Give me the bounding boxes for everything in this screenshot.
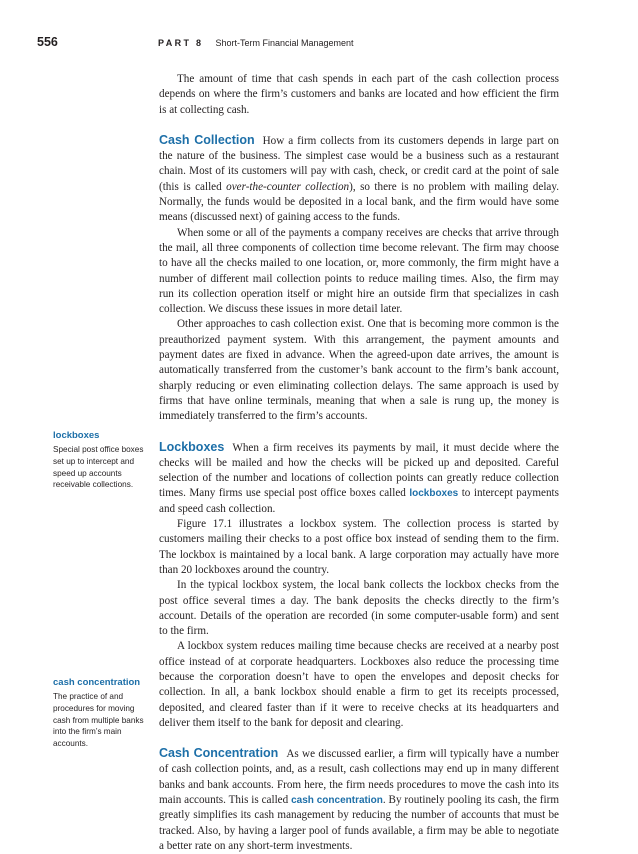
text-run: ), so there is no problem with mailing delay. Normally, the funds would be deposited in a local bank, and the firm would have some means (discussed next) of gaining access to the funds. <box>159 180 559 224</box>
cash-collection-heading: Cash Collection <box>159 132 255 147</box>
lockboxes-paragraph-4: A lockbox system reduces mailing time because checks are received at a nearby post office instead of at corporate headquarters. Lockboxes also reduce the processing time because the corporation doesn’t have to open the envelopes and deposit checks for collection. In all, a bank lockbox should enable a firm to get its receipts processed, deposited, and cleared faster than if it were to receive checks at its headquarters and deliver them itself to the bank for deposit and clearing. <box>159 640 559 729</box>
lockboxes-paragraph-3: In the typical lockbox system, the local bank collects the lockbox checks from the post office several times a day. The bank deposits the checks directly to the firm’s account. Details of the operation are recorded (in some computer-usable form) and sent to the firm. <box>159 579 559 638</box>
text-run: to intercept payments and speed cash collection. <box>159 487 559 515</box>
intro-paragraph: The amount of time that cash spends in each part of the cash collection process depends on where the firm’s customers and banks are located and how efficient the firm is at collecting cash. <box>159 73 559 116</box>
part-label: PART <box>158 38 192 48</box>
margin-note-term: lockboxes <box>53 430 100 441</box>
text-run: When a firm receives its payments by mail, it must decide where the checks will be mailed and how the checks will be picked up and deposited. Careful selection of the number and locations of collection points can greatly reduce collection times. Many firms use special post office boxes called <box>159 441 559 500</box>
cash-collection-paragraph-1 <box>159 133 559 226</box>
lockboxes-paragraph-2: Figure 17.1 illustrates a lockbox system. The collection process is started by customers mailing their checks to a post office box instead of sending them to the firm. The lockbox is maintained by a local bank. A large corporation may actually have more than 20 lockboxes around the country. <box>159 518 559 576</box>
text-run: . By routinely pooling its cash, the firm greatly simplifies its cash management by reducing the number of accounts that must be tracked. Also, by having a larger pool of funds available, a firm may be able to negotiate a better rate on any short-term investments. <box>159 794 559 852</box>
page-number: 556 <box>37 35 58 49</box>
cash-concentration-paragraph-1 <box>159 746 559 854</box>
margin-note-definition: The practice of and procedures for moving cash from multiple banks into the firm’s main accounts. <box>53 692 144 749</box>
key-term-lockboxes: lockboxes <box>409 488 459 500</box>
lockboxes-paragraph-1 <box>159 440 559 517</box>
text-run: As we discussed earlier, a firm will typically have a number of cash collection points, and, as a result, cash collections may end up in many different banks and bank accounts. From here, the firm needs procedures to move the cash into its main accounts. This is called <box>159 748 560 807</box>
margin-note-term: cash concentration <box>53 677 141 688</box>
lockboxes-heading: Lockboxes <box>159 439 225 454</box>
cash-collection-paragraph-3: Other approaches to cash collection exist. One that is becoming more common is the preauthorized payment system. With this arrangement, the payment amounts and payment dates are fixed in advance. When the agreed-upon date arrives, the amount is automatically transferred from the customer’s bank account to the firm’s bank account, sharply reducing or even eliminating collection delays. The same approach is used by firms that have online terminals, meaning that when a sale is rung up, the money is immediately transferred to the firm’s accounts. <box>159 318 559 423</box>
part-title: Short-Term Financial Management <box>215 38 354 48</box>
text-run: How a firm collects from its customers depends in large part on the nature of the business. The simplest case would be a business such as a restaurant chain. Most of its customers will pay with cash, check, or credit card at the point of sale (this is called <box>159 134 560 193</box>
margin-note-definition: Special post office boxes set up to intercept and speed up accounts receivable collections. <box>53 445 144 490</box>
margin-note-cash-concentration <box>53 677 148 750</box>
running-head <box>158 38 354 48</box>
margin-note-lockboxes <box>53 430 148 491</box>
part-number: 8 <box>195 38 201 48</box>
italic-term: over-the-counter collection <box>226 180 350 193</box>
cash-collection-paragraph-2: When some or all of the payments a company receives are checks that arrive through the mail, all three components of collection time become relevant. The firm may choose to have all the checks mailed to one location, or, more commonly, the firm might have a number of different mail collection points to reduce mailing times. Also, the firm may run its collection operation itself or might hire an outside firm that specializes in cash collection. We discuss these issues in more detail later. <box>159 226 559 316</box>
body-text <box>159 72 559 854</box>
cash-concentration-heading: Cash Concentration <box>159 746 279 761</box>
key-term-cash-concentration: cash concentration <box>291 795 383 807</box>
